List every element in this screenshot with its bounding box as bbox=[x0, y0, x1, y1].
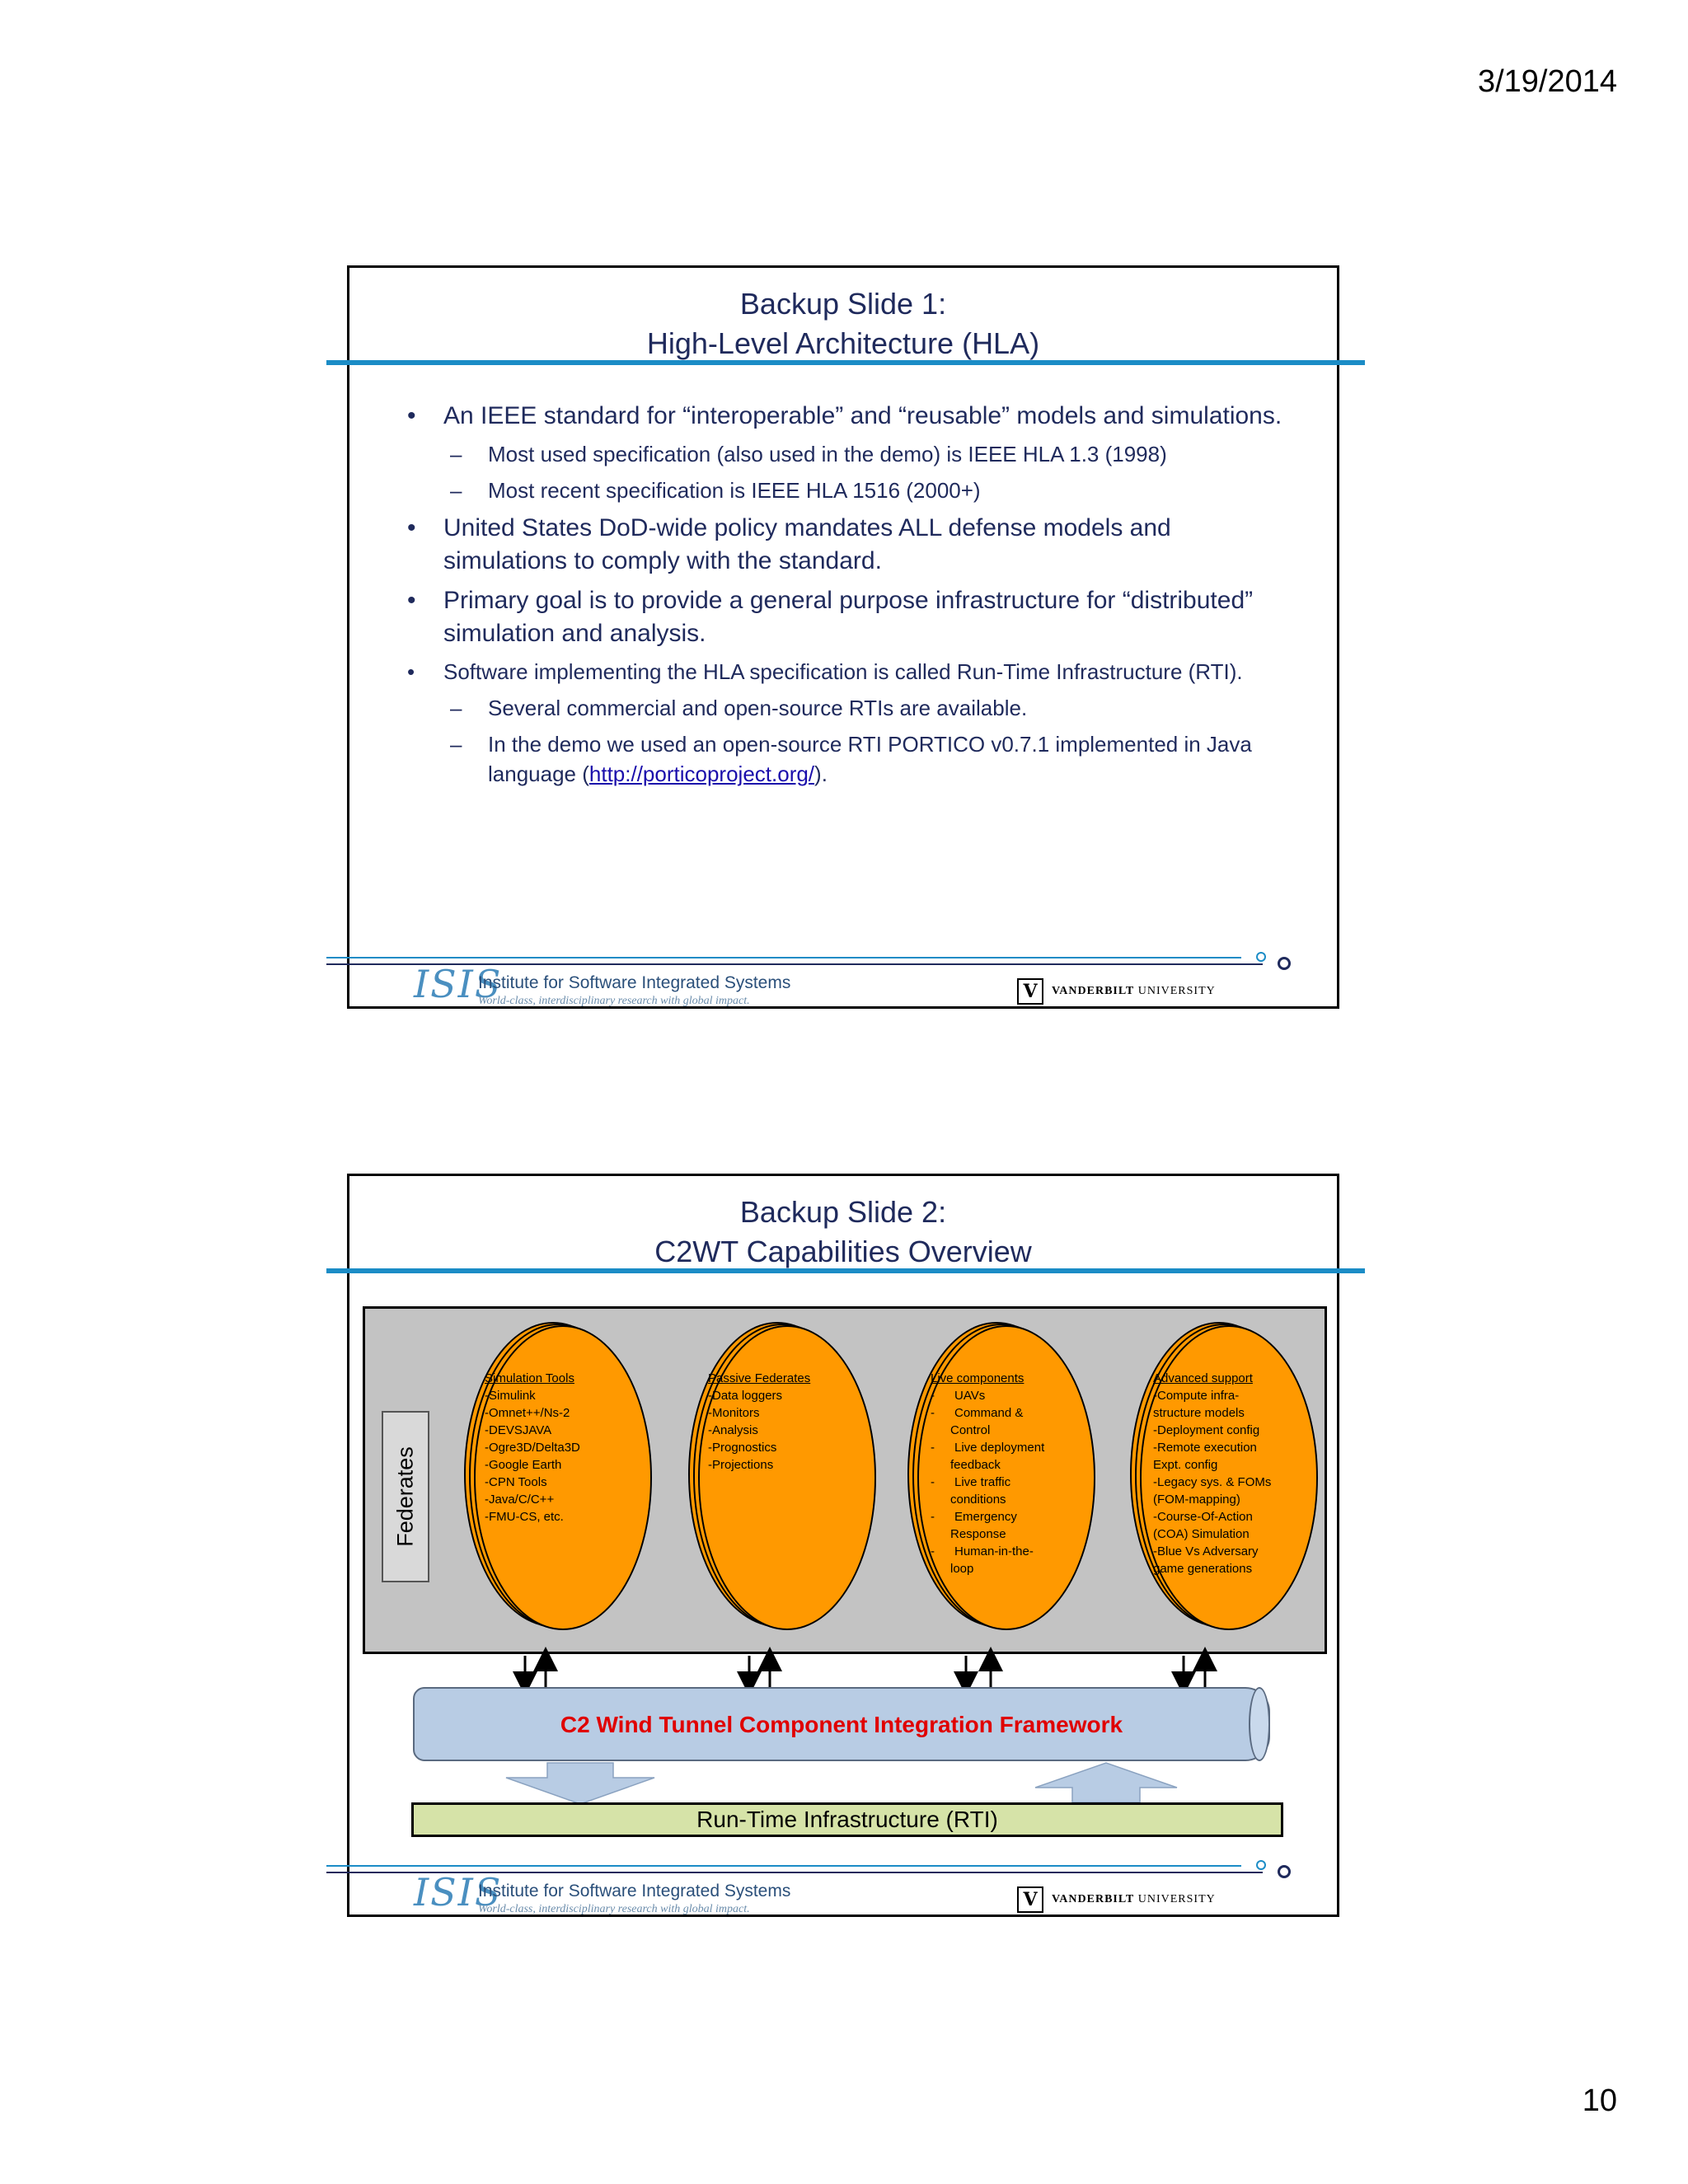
header-date: 3/19/2014 bbox=[1477, 64, 1617, 99]
federates-label: Federates bbox=[392, 1446, 418, 1547]
group-item: -Monitors bbox=[708, 1406, 760, 1420]
group-item: Expt. config bbox=[1153, 1458, 1218, 1472]
footer-dot-dark bbox=[1278, 957, 1291, 970]
group-item-cont: Control bbox=[950, 1423, 991, 1437]
footer-rule-light bbox=[326, 957, 1241, 958]
item-dash: - bbox=[931, 1389, 935, 1403]
sub-bullet: – Most recent specification is IEEE HLA 1516 (2000+) bbox=[402, 476, 1292, 505]
integration-framework-cylinder bbox=[413, 1687, 1270, 1761]
sub-bullet-text-end: ). bbox=[814, 762, 828, 786]
group-heading: Live components bbox=[931, 1371, 1025, 1385]
footer-dot-light bbox=[1256, 952, 1266, 962]
group-item-cont: loop bbox=[950, 1562, 974, 1576]
group-heading: Passive Federates bbox=[708, 1371, 811, 1385]
group-heading: Simulation Tools bbox=[485, 1371, 574, 1385]
rti-to-framework-arrow bbox=[1035, 1763, 1177, 1802]
slide-1-bullets bbox=[402, 400, 1292, 795]
vu-bold: VANDERBILT bbox=[1052, 985, 1135, 997]
item-text: UAVs bbox=[954, 1389, 986, 1403]
footer-rule-light bbox=[326, 1865, 1241, 1867]
group-item: -Ogre3D/Delta3D bbox=[485, 1441, 580, 1455]
slide-2-title-line2: C2WT Capabilities Overview bbox=[654, 1235, 1032, 1268]
slide-1-title-line2: High-Level Architecture (HLA) bbox=[646, 326, 1040, 360]
group-item: -Blue Vs Adversary bbox=[1153, 1544, 1259, 1558]
group-item: -Google Earth bbox=[485, 1458, 562, 1472]
slide-1 bbox=[347, 265, 1339, 1009]
group-item: -FMU-CS, etc. bbox=[485, 1510, 564, 1524]
vu-rest: UNIVERSITY bbox=[1137, 1893, 1216, 1905]
rti-bar: Run-Time Infrastructure (RTI) bbox=[411, 1802, 1283, 1837]
bullet: • An IEEE standard for “interoperable” and “reusable” models and simulations. bbox=[402, 400, 1292, 433]
group-item: -Compute infra- bbox=[1153, 1389, 1240, 1403]
group-item: -DEVSJAVA bbox=[485, 1423, 552, 1437]
item-text: Emergency bbox=[954, 1510, 1017, 1524]
vu-bold: VANDERBILT bbox=[1052, 1893, 1135, 1905]
group-item-cont: feedback bbox=[950, 1458, 1001, 1472]
group-item: -Analysis bbox=[708, 1423, 758, 1437]
item-text: Live deployment bbox=[954, 1441, 1045, 1455]
group-item: -Java/C/C++ bbox=[485, 1493, 555, 1507]
framework-to-rti-arrow bbox=[506, 1763, 654, 1804]
group-item: -Deployment config bbox=[1153, 1423, 1260, 1437]
group-item: (FOM-mapping) bbox=[1153, 1493, 1240, 1507]
group-item: game generations bbox=[1153, 1562, 1253, 1576]
institute-name: Institute for Software Integrated Systems bbox=[478, 973, 791, 992]
slide-1-title-line1: Backup Slide 1: bbox=[739, 287, 947, 321]
slide-1-title bbox=[349, 284, 1337, 363]
group-item: -CPN Tools bbox=[485, 1475, 547, 1489]
group-item: (COA) Simulation bbox=[1153, 1527, 1250, 1541]
sub-bullet bbox=[402, 729, 1292, 789]
isis-logo: ISIS bbox=[414, 1870, 503, 1915]
item-dash: - bbox=[931, 1406, 935, 1420]
item-dash: - bbox=[931, 1441, 935, 1455]
vanderbilt-wordmark bbox=[1052, 985, 1216, 998]
sub-bullet: – Several commercial and open-source RTIs are available. bbox=[402, 693, 1292, 723]
bullet: • United States DoD-wide policy mandates ALL defense models and simulations to comply with the standard. bbox=[402, 512, 1292, 578]
group-item: structure models bbox=[1153, 1406, 1245, 1420]
institute-tagline: World-class, interdisciplinary research with global impact. bbox=[478, 995, 750, 1007]
bullet: • Primary goal is to provide a general purpose infrastructure for “distributed” simulation and analysis. bbox=[402, 584, 1292, 650]
group-item: -Projections bbox=[708, 1458, 774, 1472]
item-dash: - bbox=[931, 1544, 935, 1558]
sub-bullet: – Most used specification (also used in the demo) is IEEE HLA 1.3 (1998) bbox=[402, 439, 1292, 469]
item-text: Human-in-the- bbox=[954, 1544, 1034, 1558]
item-dash: - bbox=[931, 1510, 935, 1524]
framework-label: C2 Wind Tunnel Component Integration Framework bbox=[560, 1712, 1123, 1737]
item-dash: - bbox=[931, 1475, 935, 1489]
group-item: -Legacy sys. & FOMs bbox=[1153, 1475, 1272, 1489]
bullet: • Software implementing the HLA specification is called Run-Time Infrastructure (RTI). bbox=[402, 657, 1292, 687]
group-item: -Remote execution bbox=[1153, 1441, 1257, 1455]
group-item-cont: conditions bbox=[950, 1493, 1006, 1507]
footer-dot-light bbox=[1256, 1860, 1266, 1870]
group-item: -Prognostics bbox=[708, 1441, 777, 1455]
vu-rest: UNIVERSITY bbox=[1137, 985, 1216, 997]
institute-tagline: World-class, interdisciplinary research with global impact. bbox=[478, 1903, 750, 1915]
vanderbilt-emblem-icon: V bbox=[1017, 1886, 1043, 1913]
group-item: -Data loggers bbox=[708, 1389, 783, 1403]
institute-name: Institute for Software Integrated Systems bbox=[478, 1882, 791, 1900]
group-item: -Omnet++/Ns-2 bbox=[485, 1406, 570, 1420]
isis-logo: ISIS bbox=[414, 962, 503, 1006]
group-heading: Advanced support bbox=[1153, 1371, 1253, 1385]
vanderbilt-wordmark bbox=[1052, 1893, 1216, 1906]
slide-2-title-line1: Backup Slide 2: bbox=[739, 1195, 947, 1229]
footer-dot-dark bbox=[1278, 1865, 1291, 1878]
slide-2 bbox=[347, 1174, 1339, 1917]
portico-link[interactable]: http://porticoproject.org/ bbox=[588, 762, 815, 786]
title-rule bbox=[326, 360, 1365, 365]
page-number: 10 bbox=[1582, 2083, 1617, 2118]
item-text: Live traffic bbox=[954, 1475, 1011, 1489]
group-item: -Simulink bbox=[485, 1389, 536, 1403]
group-item-cont: Response bbox=[950, 1527, 1006, 1541]
vanderbilt-emblem-icon: V bbox=[1017, 978, 1043, 1005]
item-text: Command & bbox=[954, 1406, 1024, 1420]
group-item: -Course-Of-Action bbox=[1153, 1510, 1253, 1524]
sub-bullet-text: In the demo we used an open-source RTI PORTICO v0.7.1 implemented in Java language ( bbox=[488, 732, 1252, 786]
